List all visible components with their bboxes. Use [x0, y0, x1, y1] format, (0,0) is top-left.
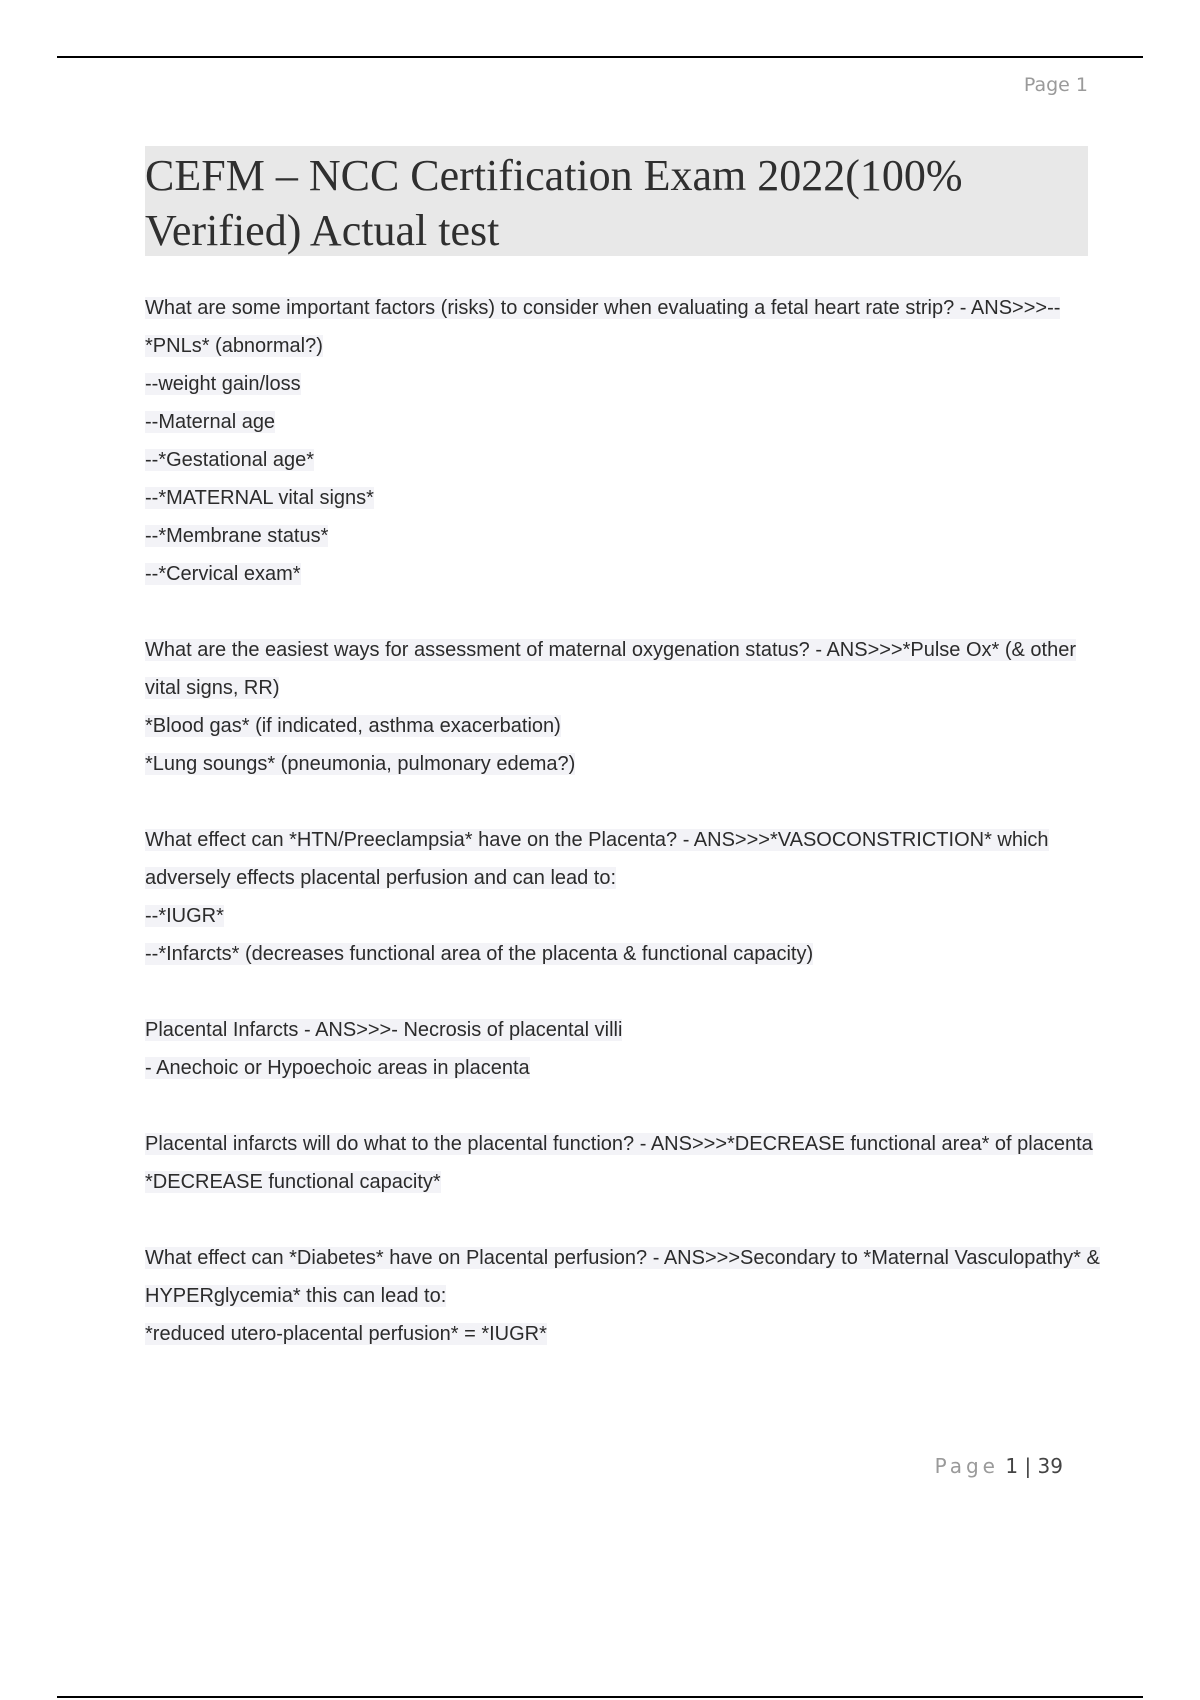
qa-item: [145, 821, 1105, 973]
top-rule: [57, 56, 1143, 58]
footer-total-pages: 39: [1037, 1454, 1063, 1478]
qa-line: *Blood gas* (if indicated, asthma exacerbation): [145, 715, 561, 737]
document-title: CEFM – NCC Certification Exam 2022(100% Verified) Actual test: [145, 151, 963, 255]
qa-line: What are the easiest ways for assessment of maternal oxygenation status? - ANS>>>*Pulse Ox* (& other vital signs, RR): [145, 639, 1077, 699]
footer-current-page: 1: [1005, 1454, 1019, 1478]
qa-line: --weight gain/loss: [145, 373, 301, 395]
qa-item: [145, 1011, 1105, 1087]
qa-item: [145, 289, 1105, 593]
qa-line: What are some important factors (risks) to consider when evaluating a fetal heart rate strip? - ANS>>>--*PNLs* (abnormal?): [145, 297, 1061, 357]
title-box: [145, 146, 1088, 256]
footer-separator: |: [1024, 1454, 1032, 1478]
page-footer: [935, 1454, 1063, 1478]
qa-line: --*MATERNAL vital signs*: [145, 487, 374, 509]
qa-item: [145, 1125, 1105, 1201]
qa-line: What effect can *Diabetes* have on Placental perfusion? - ANS>>>Secondary to *Maternal Vasculopathy* & HYPERglycemia* this can lead to:: [145, 1247, 1100, 1307]
qa-line: --*IUGR*: [145, 905, 224, 927]
qa-line: --Maternal age: [145, 411, 276, 433]
qa-list: [145, 289, 1105, 1391]
footer-page-word: Page: [934, 1454, 999, 1478]
qa-item: [145, 631, 1105, 783]
qa-item: [145, 1239, 1105, 1353]
qa-line: *Lung soungs* (pneumonia, pulmonary edema?): [145, 753, 576, 775]
qa-line: --*Gestational age*: [145, 449, 314, 471]
page-header-label: Page 1: [1023, 74, 1088, 96]
qa-line: --*Infarcts* (decreases functional area of the placenta & functional capacity): [145, 943, 814, 965]
qa-line: *reduced utero-placental perfusion* = *IUGR*: [145, 1323, 547, 1345]
qa-line: What effect can *HTN/Preeclampsia* have on the Placenta? - ANS>>>*VASOCONSTRICTION* which adversely effects placental perfusion and can lead to:: [145, 829, 1049, 889]
qa-line: Placental infarcts will do what to the placental function? - ANS>>>*DECREASE functional area* of placenta: [145, 1133, 1093, 1155]
qa-line: Placental Infarcts - ANS>>>- Necrosis of placental villi: [145, 1019, 623, 1041]
qa-line: - Anechoic or Hypoechoic areas in placenta: [145, 1057, 530, 1079]
qa-line: *DECREASE functional capacity*: [145, 1171, 441, 1193]
bottom-rule: [57, 1696, 1143, 1698]
qa-line: --*Membrane status*: [145, 525, 329, 547]
qa-line: --*Cervical exam*: [145, 563, 301, 585]
